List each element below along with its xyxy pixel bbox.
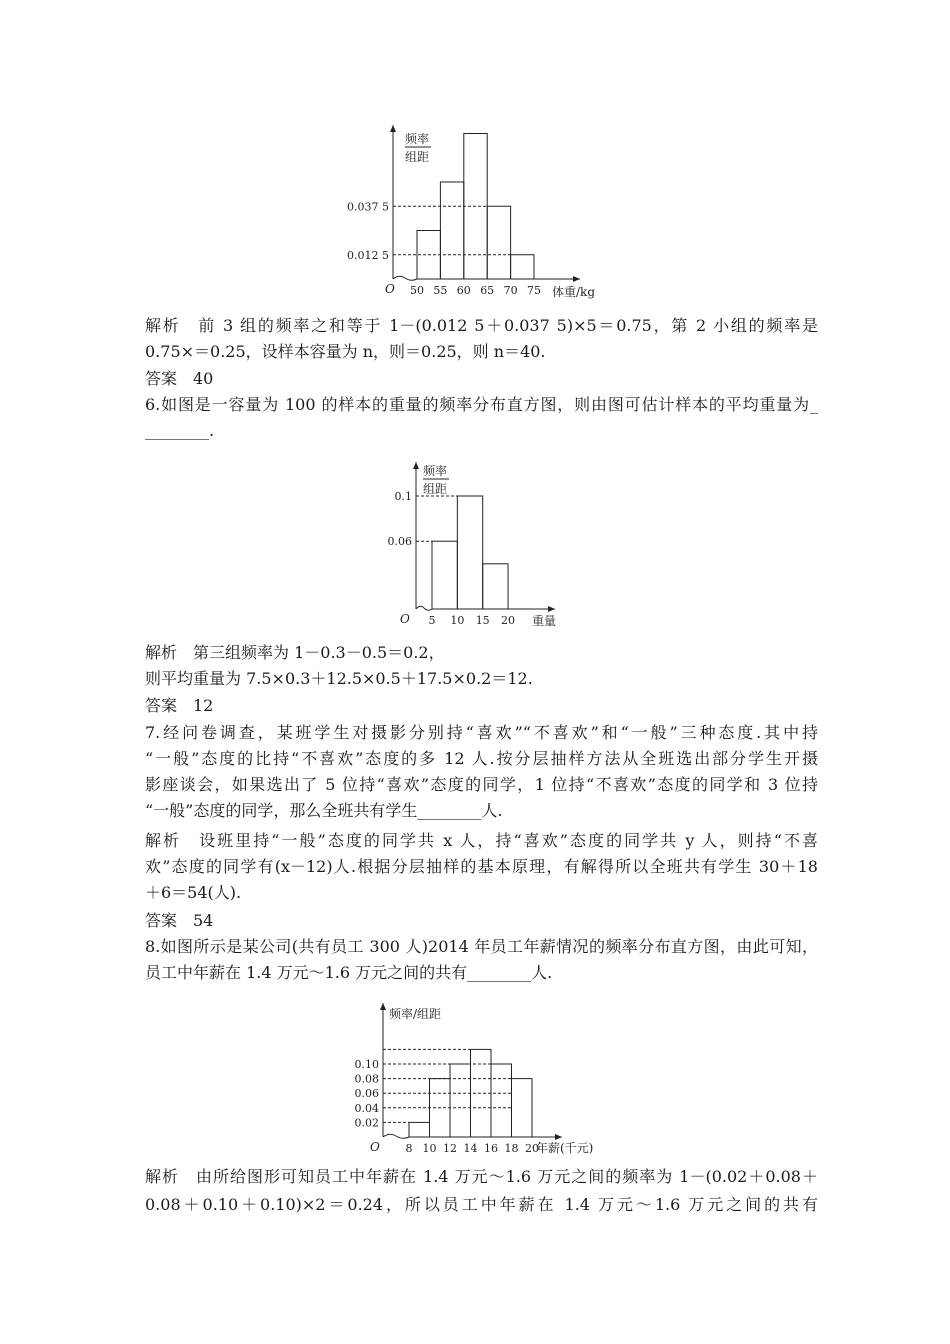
y-axis-label-bottom: 组距	[423, 482, 448, 496]
analysis-7-line-2: 欢”态度的同学有(x－12)人.根据分层抽样的基本原理，有解得所以全班共有学生 30＋18	[145, 857, 818, 876]
analysis-8-line-2: 0.08＋0.10＋0.10)×2＝0.24，所以员工中年薪在 1.4 万元～1.6 万元之间的共有	[145, 1195, 818, 1214]
answer-7: 答案 54	[145, 911, 214, 930]
x-axis-label: 年薪(千元)	[536, 1141, 594, 1155]
x-tick-label: 70	[503, 284, 518, 297]
y-axis-label-top: 频率	[423, 464, 448, 478]
x-axis-label: 重量	[532, 614, 557, 628]
question-6-line-2: ________.	[145, 421, 215, 440]
x-tick-label: 5	[428, 614, 436, 627]
y-tick-label: 0.10	[354, 1058, 379, 1071]
x-axis-label: 体重/kg	[552, 285, 595, 299]
y-tick-label: 0.012 5	[347, 248, 389, 262]
analysis-6-line-2: 则平均重量为 7.5×0.3＋12.5×0.5＋17.5×0.2＝12.	[145, 669, 533, 688]
answer-5: 答案 40	[145, 369, 214, 388]
analysis-6-line-1: 解析 第三组频率为 1－0.3－0.5＝0.2，	[145, 643, 445, 662]
question-8-line-2: 员工中年薪在 1.4 万元～1.6 万元之间的共有________人.	[145, 963, 553, 982]
x-tick-label: 18	[504, 1142, 519, 1155]
y-axis-arrow-icon	[380, 1003, 386, 1010]
y-axis-arrow-icon	[390, 125, 396, 132]
x-tick-label: 60	[456, 284, 471, 297]
y-tick-label: 0.02	[354, 1116, 379, 1130]
x-tick-label: 75	[527, 284, 541, 297]
analysis-7-line-3: ＋6＝54(人).	[145, 883, 242, 902]
analysis-5-line-2: 0.75×＝0.25，设样本容量为 n，则＝0.25，则 n＝40.	[145, 342, 546, 361]
y-tick-label: 0.06	[387, 535, 412, 549]
x-tick-label: 12	[443, 1142, 457, 1155]
bar	[491, 1064, 512, 1137]
axis-break-icon	[383, 1134, 409, 1138]
axis-break-icon	[416, 606, 432, 610]
bar	[440, 182, 463, 279]
bar	[450, 1064, 471, 1137]
origin-label: O	[385, 282, 395, 296]
y-axis-arrow-icon	[413, 462, 419, 469]
question-6-line-1: 6.如图是一容量为 100 的样本的重量的频率分布直方图，则由图可估计样本的平均重量为_	[145, 395, 818, 414]
bar	[483, 564, 508, 609]
analysis-8-line-1: 解析 由所给图形可知员工中年薪在 1.4 万元～1.6 万元之间的频率为 1－(0.02＋0.08＋	[145, 1167, 818, 1186]
question-7-line-3: 影座谈会，如果选出了 5 位持“喜欢”态度的同学，1 位持“不喜欢”态度的同学和 3 位持	[145, 775, 818, 794]
y-axis-label-top: 频率	[405, 132, 430, 146]
x-tick-label: 65	[480, 284, 495, 297]
bar	[512, 1079, 533, 1137]
question-7-line-2: “一般”态度的比持“不喜欢”态度的多 12 人.按分层抽样方法从全班选出部分学生开摄	[145, 749, 818, 768]
y-tick-label: 0.037 5	[347, 200, 389, 214]
x-tick-label: 20	[525, 1142, 539, 1155]
bar	[511, 255, 534, 279]
y-tick-label: 0.1	[394, 490, 412, 503]
answer-6: 答案 12	[145, 696, 214, 715]
histogram-2	[388, 462, 557, 628]
x-tick-label: 50	[410, 284, 424, 297]
bar	[457, 496, 482, 609]
x-axis-arrow-icon	[548, 606, 555, 612]
x-tick-label: 20	[501, 614, 516, 627]
axis-break-icon	[393, 276, 417, 280]
y-tick-label: 0.04	[354, 1101, 379, 1115]
x-tick-label: 55	[433, 284, 448, 297]
histogram-1	[347, 125, 595, 299]
origin-label: O	[400, 612, 410, 626]
x-tick-label: 14	[463, 1142, 478, 1155]
bar	[409, 1122, 430, 1137]
question-7-line-1: 7.经问卷调查，某班学生对摄影分别持“喜欢”“不喜欢”和“一般”三种态度.其中持	[145, 723, 818, 742]
origin-label: O	[370, 1140, 380, 1154]
x-tick-label: 15	[475, 614, 490, 627]
x-tick-label: 16	[484, 1142, 498, 1155]
question-8-line-1: 8.如图所示是某公司(共有员工 300 人)2014 年员工年薪情况的频率分布直方图，由此可知，	[145, 937, 818, 956]
analysis-5-line-1: 解析 前 3 组的频率之和等于 1－(0.012 5＋0.037 5)×5＝0.75，第 2 小组的频率是	[145, 316, 818, 335]
x-axis-arrow-icon	[555, 1134, 562, 1140]
x-tick-label: 10	[450, 614, 465, 627]
y-axis-label: 频率/组距	[389, 1007, 442, 1021]
x-tick-label: 8	[405, 1142, 413, 1155]
x-tick-label: 10	[422, 1142, 437, 1155]
x-axis-arrow-icon	[573, 276, 580, 282]
y-tick-label: 0.08	[354, 1072, 379, 1086]
histogram-3	[355, 1003, 594, 1155]
bar	[432, 541, 457, 609]
bar	[487, 206, 510, 279]
analysis-7-line-1: 解析 设班里持“一般”态度的同学共 x 人，持“喜欢”态度的同学共 y 人，则持“不喜	[145, 831, 818, 850]
y-axis-label-bottom: 组距	[405, 150, 430, 164]
question-7-line-4: “一般”态度的同学，那么全班共有学生________人.	[145, 801, 503, 820]
y-tick-label: 0.06	[354, 1087, 379, 1101]
